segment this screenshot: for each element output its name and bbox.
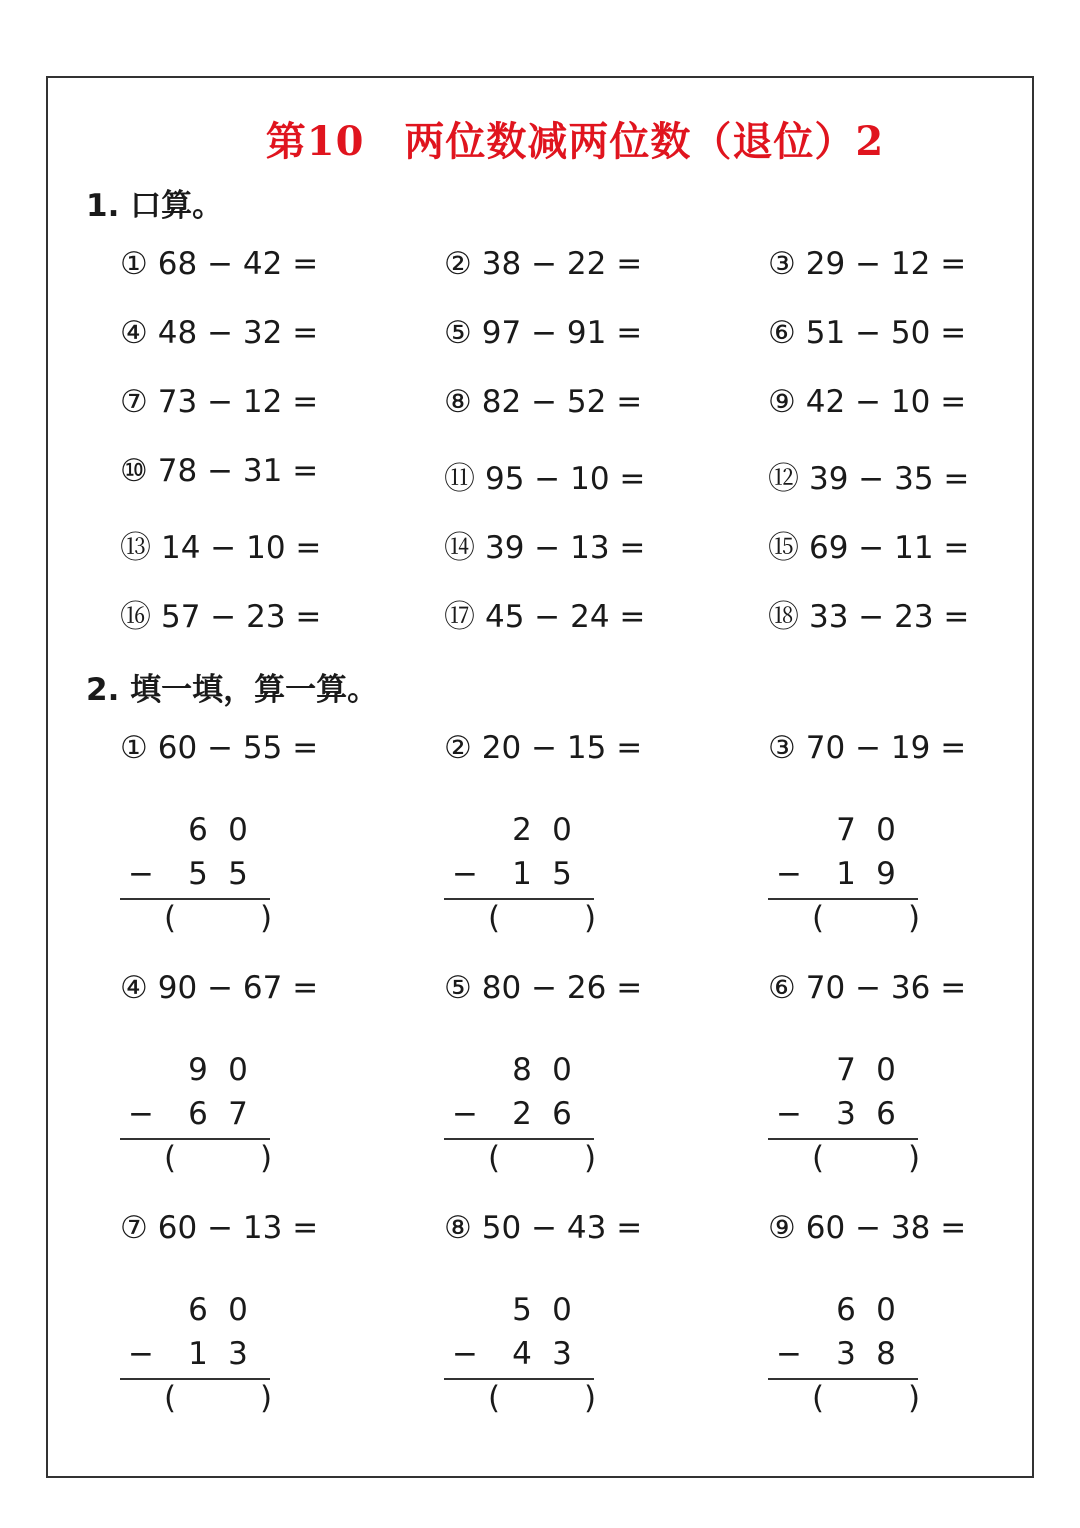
page-border [46,76,1034,1478]
problem-expression: 60 − 13 = [157,1210,319,1246]
vertical-problem-header [768,1210,966,1246]
problem-number: ⑧ [444,1210,472,1246]
subtrahend-digit: 1 [836,856,856,892]
problem-expression: 95 − 10 = [485,461,646,497]
minuend-digit: 0 [876,1052,896,1088]
minuend-digit: 0 [552,1292,572,1328]
answer-paren-open: ( [164,1380,177,1416]
subtrahend-digit: 5 [228,856,248,892]
problem-expression: 57 − 23 = [161,599,322,635]
problem-expression: 14 − 10 = [161,530,322,566]
problem-expression: 78 − 31 = [157,453,319,489]
minuend-digit: 6 [188,812,208,848]
problem-expression: 70 − 36 = [805,970,967,1006]
problem-expression: 51 − 50 = [805,315,967,351]
minus-sign: − [452,1096,478,1132]
answer-paren-close: ) [584,1380,597,1416]
problem-expression: 69 − 11 = [809,530,970,566]
mental-problem [120,315,318,351]
mental-problem [444,453,645,498]
problem-expression: 39 − 35 = [809,461,970,497]
answer-paren-close: ) [260,1380,273,1416]
answer-paren-close: ) [260,1140,273,1176]
problem-number: ⑥ [768,970,796,1006]
lesson-topic: 两位数减两位数（退位）2 [404,118,885,165]
answer-paren-open: ( [164,1140,177,1176]
minuend-digit: 2 [512,812,532,848]
minus-sign: − [776,1096,802,1132]
problem-expression: 29 − 12 = [805,246,967,282]
answer-paren-close: ) [584,900,597,936]
mental-problem [444,522,645,567]
problem-expression: 73 − 12 = [157,384,319,420]
problem-expression: 50 − 43 = [481,1210,643,1246]
mental-problem [768,384,966,420]
problem-number: ⑩ [120,453,148,489]
answer-paren-open: ( [812,1140,825,1176]
vertical-calculation [444,1292,597,1422]
answer-paren-open: ( [812,900,825,936]
answer-paren-close: ) [260,900,273,936]
problem-number: ⑭ [444,530,475,566]
answer-paren-close: ) [908,1380,921,1416]
problem-expression: 80 − 26 = [481,970,643,1006]
subtrahend-digit: 1 [512,856,532,892]
problem-number: ⑥ [768,315,796,351]
problem-number: ③ [768,246,796,282]
subtrahend-digit: 6 [552,1096,572,1132]
section1-heading: 1. 口算。 [86,188,224,224]
minus-sign: − [776,1336,802,1372]
vertical-calculation [444,812,597,942]
problem-expression: 68 − 42 = [157,246,319,282]
subtrahend-digit: 9 [876,856,896,892]
problem-number: ③ [768,730,796,766]
problem-number: ④ [120,970,148,1006]
page-title [0,110,1080,167]
vertical-calculation [768,812,921,942]
minus-sign: − [452,1336,478,1372]
mental-problem [768,315,966,351]
subtrahend-digit: 3 [552,1336,572,1372]
minuend-digit: 8 [512,1052,532,1088]
answer-line [768,1138,918,1140]
answer-line [120,1138,270,1140]
problem-number: ⑱ [768,599,799,635]
subtrahend-digit: 5 [188,856,208,892]
minus-sign: − [128,1096,154,1132]
subtrahend-digit: 4 [512,1336,532,1372]
problem-expression: 38 − 22 = [481,246,643,282]
problem-number: ⑦ [120,384,148,420]
problem-number: ① [120,730,148,766]
minus-sign: − [776,856,802,892]
minuend-digit: 5 [512,1292,532,1328]
vertical-problem-header [768,970,966,1006]
problem-expression: 70 − 19 = [805,730,967,766]
problem-number: ⑬ [120,530,151,566]
vertical-problem-header [444,970,642,1006]
problem-expression: 33 − 23 = [809,599,970,635]
minuend-digit: 0 [552,812,572,848]
mental-problem [768,246,966,282]
vertical-calculation [120,812,273,942]
problem-expression: 48 − 32 = [157,315,319,351]
subtrahend-digit: 6 [876,1096,896,1132]
problem-number: ⑤ [444,970,472,1006]
answer-paren-close: ) [908,1140,921,1176]
answer-line [444,898,594,900]
minuend-digit: 6 [836,1292,856,1328]
problem-expression: 45 − 24 = [485,599,646,635]
answer-line [768,1378,918,1380]
mental-problem [768,591,969,636]
subtrahend-digit: 6 [188,1096,208,1132]
minuend-digit: 0 [876,1292,896,1328]
problem-number: ⑫ [768,461,799,497]
problem-expression: 20 − 15 = [481,730,643,766]
problem-expression: 90 − 67 = [157,970,319,1006]
answer-line [120,898,270,900]
problem-number: ④ [120,315,148,351]
mental-problem [120,246,318,282]
minus-sign: − [452,856,478,892]
minuend-digit: 0 [876,812,896,848]
problem-number: ② [444,730,472,766]
vertical-problem-header [444,730,642,766]
minuend-digit: 6 [188,1292,208,1328]
problem-expression: 97 − 91 = [481,315,643,351]
minuend-digit: 9 [188,1052,208,1088]
vertical-problem-header [444,1210,642,1246]
problem-expression: 39 − 13 = [485,530,646,566]
answer-line [444,1378,594,1380]
section2-heading: 2. 填一填，算一算。 [86,672,379,708]
vertical-calculation [444,1052,597,1182]
vertical-calculation [768,1292,921,1422]
answer-paren-close: ) [584,1140,597,1176]
mental-problem [120,384,318,420]
problem-number: ⑨ [768,384,796,420]
problem-expression: 60 − 38 = [805,1210,967,1246]
minuend-digit: 0 [552,1052,572,1088]
problem-expression: 42 − 10 = [805,384,967,420]
problem-number: ⑦ [120,1210,148,1246]
vertical-problem-header [120,730,318,766]
subtrahend-digit: 5 [552,856,572,892]
answer-paren-open: ( [812,1380,825,1416]
mental-problem [444,591,645,636]
vertical-calculation [768,1052,921,1182]
subtrahend-digit: 7 [228,1096,248,1132]
subtrahend-digit: 3 [836,1336,856,1372]
problem-expression: 60 − 55 = [157,730,319,766]
subtrahend-digit: 8 [876,1336,896,1372]
answer-line [444,1138,594,1140]
minuend-digit: 0 [228,1292,248,1328]
mental-problem [444,384,642,420]
subtrahend-digit: 3 [228,1336,248,1372]
minuend-digit: 0 [228,812,248,848]
minuend-digit: 7 [836,1052,856,1088]
minus-sign: − [128,856,154,892]
answer-paren-open: ( [488,1380,501,1416]
mental-problem [120,522,321,567]
answer-line [768,898,918,900]
answer-paren-open: ( [164,900,177,936]
subtrahend-digit: 3 [836,1096,856,1132]
answer-paren-open: ( [488,1140,501,1176]
mental-problem [768,522,969,567]
vertical-problem-header [768,730,966,766]
mental-problem [444,315,642,351]
problem-number: ⑰ [444,599,475,635]
mental-problem [444,246,642,282]
problem-number: ⑪ [444,461,475,497]
minuend-digit: 0 [228,1052,248,1088]
problem-number: ⑯ [120,599,151,635]
subtrahend-digit: 1 [188,1336,208,1372]
problem-number: ⑤ [444,315,472,351]
problem-number: ⑧ [444,384,472,420]
subtrahend-digit: 2 [512,1096,532,1132]
vertical-calculation [120,1292,273,1422]
mental-problem [120,453,318,489]
mental-problem [120,591,321,636]
mental-problem [768,453,969,498]
problem-number: ② [444,246,472,282]
minuend-digit: 7 [836,812,856,848]
problem-number: ① [120,246,148,282]
minus-sign: − [128,1336,154,1372]
problem-number: ⑮ [768,530,799,566]
vertical-calculation [120,1052,273,1182]
problem-expression: 82 − 52 = [481,384,643,420]
answer-paren-open: ( [488,900,501,936]
vertical-problem-header [120,1210,318,1246]
lesson-number: 第10 [265,118,365,165]
answer-paren-close: ) [908,900,921,936]
vertical-problem-header [120,970,318,1006]
problem-number: ⑨ [768,1210,796,1246]
answer-line [120,1378,270,1380]
